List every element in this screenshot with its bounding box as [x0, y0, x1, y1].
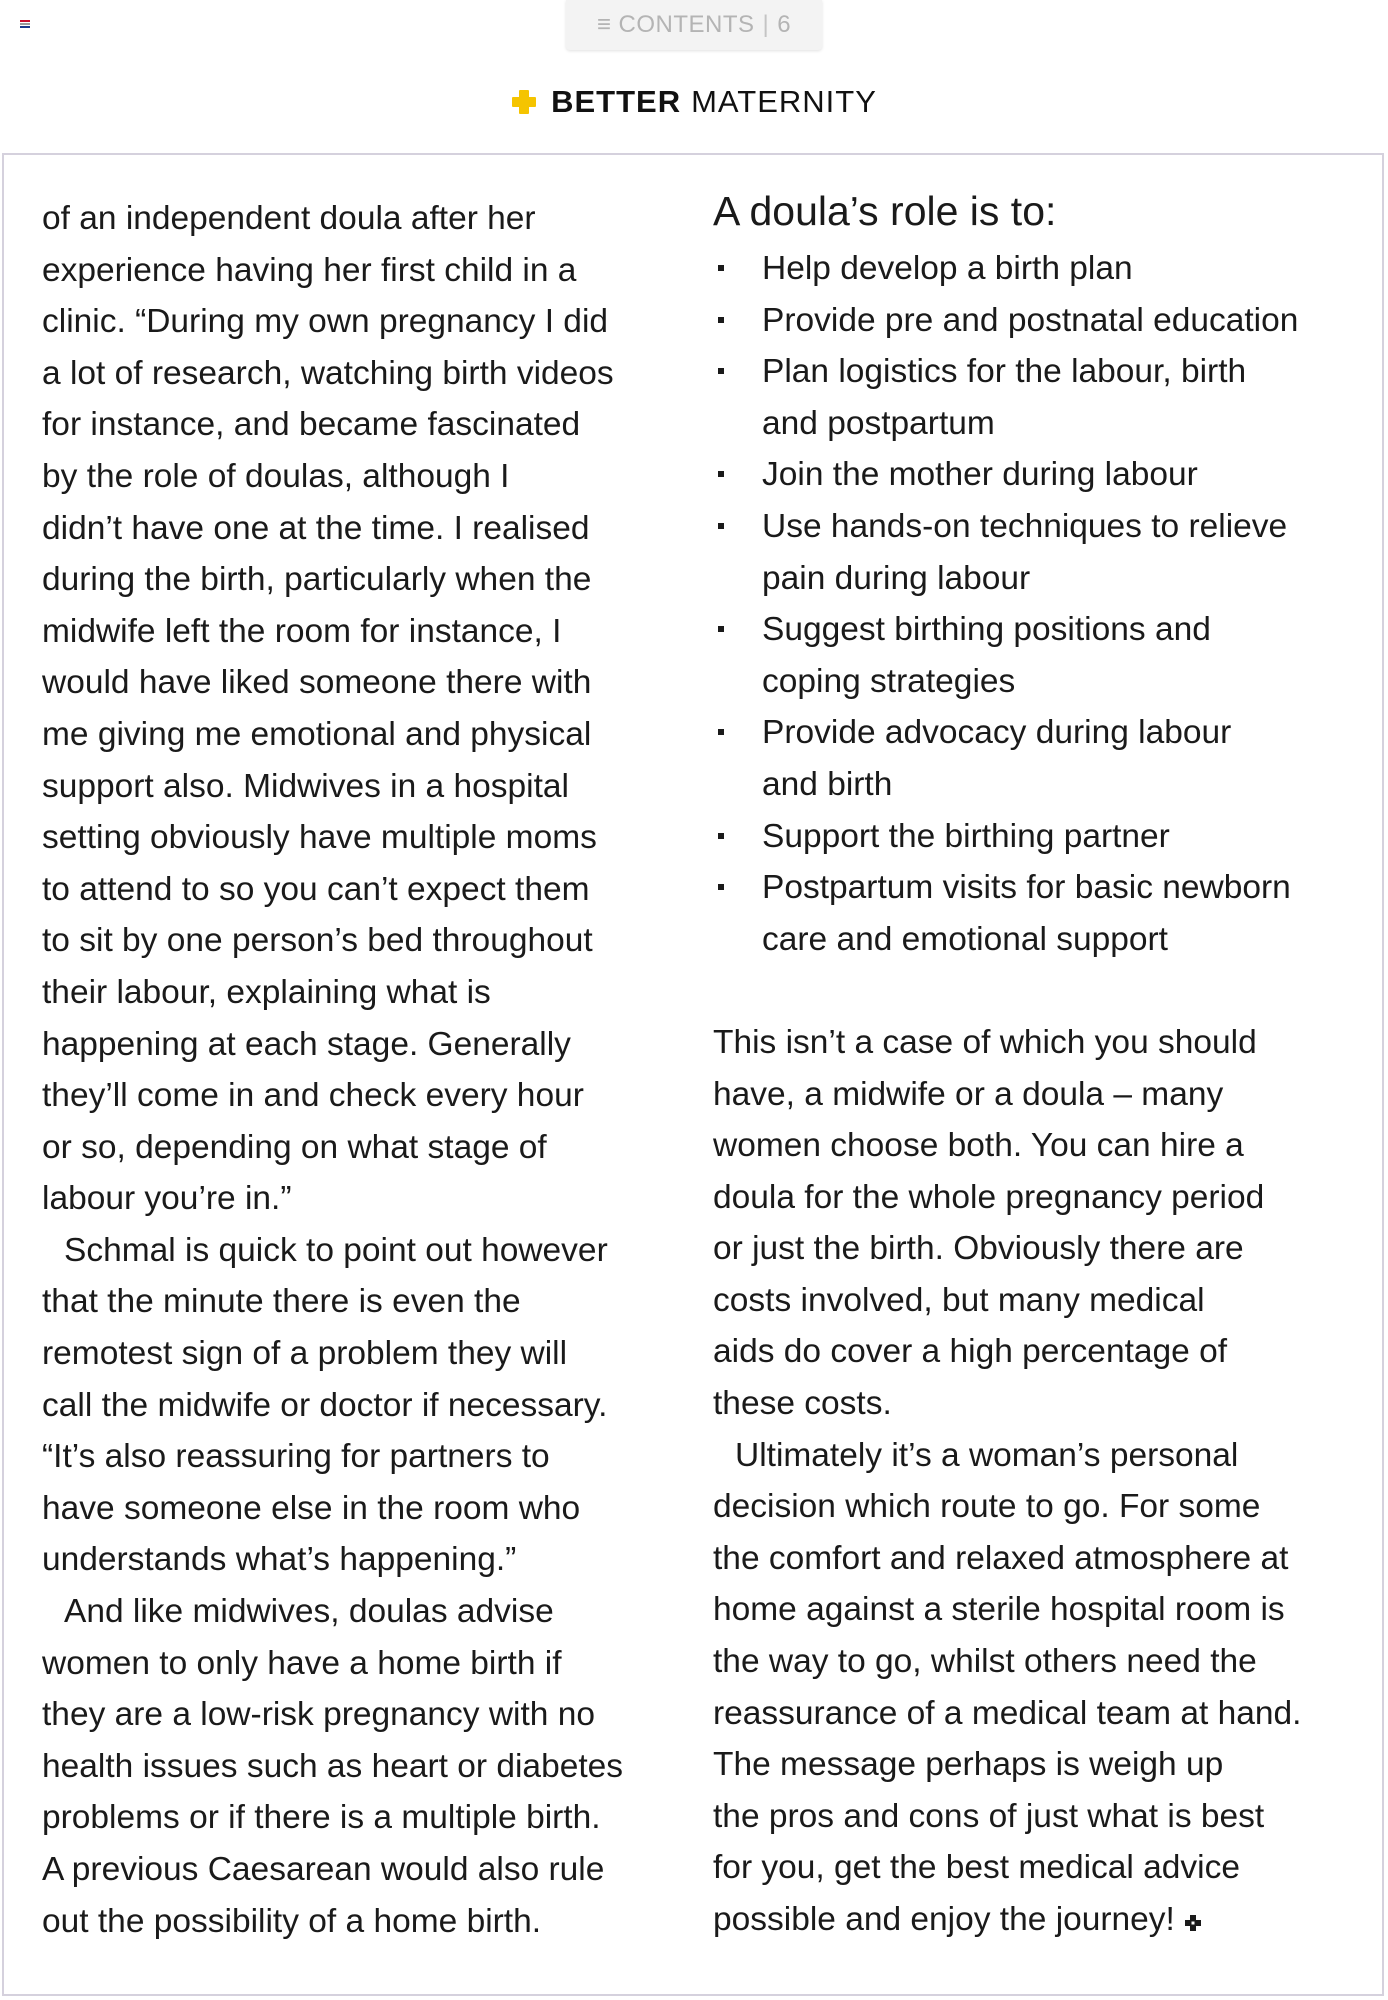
text-line: they are a low-risk pregnancy with no	[42, 1696, 596, 1734]
text-line: or so, depending on what stage of	[42, 1128, 547, 1166]
text-line: Help develop a birth plan	[762, 250, 1133, 287]
text-line: This isn’t a case of which you should	[713, 1023, 1257, 1061]
text-line: didn’t have one at the time. I realised	[42, 509, 590, 547]
left-paragraph-1	[42, 193, 682, 1225]
text-line: reassurance of a medical team at hand.	[713, 1694, 1302, 1732]
role-list-heading: A doula’s role is to:	[713, 188, 1057, 234]
text-line: Ultimately it’s a woman’s personal	[735, 1436, 1239, 1474]
left-column	[42, 193, 682, 1947]
text-line: home against a sterile hospital room is	[713, 1591, 1285, 1629]
text-line: setting obviously have multiple moms	[42, 819, 597, 857]
role-list-item	[713, 295, 1353, 347]
text-line: me giving me emotional and physical	[42, 715, 592, 753]
left-paragraph-3	[42, 1586, 682, 1947]
text-line: The message perhaps is weigh up	[713, 1746, 1224, 1784]
text-line: Provide advocacy during labour	[762, 714, 1232, 752]
spacer	[713, 965, 1353, 1017]
brand-bold: BETTER	[551, 84, 682, 119]
text-line: problems or if there is a multiple birth.	[42, 1799, 601, 1837]
bullet-icon	[718, 729, 724, 735]
text-line: Provide pre and postnatal education	[762, 301, 1299, 339]
role-list	[713, 243, 1353, 965]
role-list-item	[713, 243, 1353, 295]
text-line: possible and enjoy the journey!	[713, 1894, 1353, 1946]
text-line: Schmal is quick to point out however	[64, 1231, 608, 1269]
text-line: these costs.	[713, 1385, 892, 1423]
contents-separator: |	[762, 11, 770, 38]
text-line: health issues such as heart or diabetes	[42, 1747, 624, 1785]
role-list-item	[713, 707, 1353, 810]
text-line: the way to go, whilst others need the	[713, 1643, 1257, 1681]
role-list-item	[713, 449, 1353, 501]
text-line: decision which route to go. For some	[713, 1488, 1261, 1526]
text-line: support also. Midwives in a hospital	[42, 767, 569, 805]
bullet-icon	[718, 523, 724, 529]
right-column	[713, 183, 1353, 1946]
text-line: Support the birthing partner	[762, 817, 1170, 855]
text-line: aids do cover a high percentage of	[713, 1333, 1228, 1371]
right-paragraph-1	[713, 1017, 1353, 1430]
text-line: midwife left the room for instance, I	[42, 612, 562, 650]
left-paragraph-2	[42, 1225, 682, 1586]
right-paragraph-2	[713, 1430, 1353, 1946]
text-line: remotest sign of a problem they will	[42, 1335, 568, 1373]
bullet-icon	[718, 265, 724, 271]
text-line: women to only have a home birth if	[42, 1644, 562, 1682]
menu-icon-bar-bottom	[20, 26, 30, 28]
text-line: of an independent doula after her	[42, 200, 536, 237]
text-line: women choose both. You can hire a	[713, 1127, 1244, 1165]
text-line: A previous Caesarean would also rule	[42, 1851, 605, 1888]
text-line: the comfort and relaxed atmosphere at	[713, 1539, 1289, 1577]
bullet-icon	[718, 368, 724, 374]
text-line: or just the birth. Obviously there are	[713, 1230, 1244, 1268]
text-line: doula for the whole pregnancy period	[713, 1178, 1265, 1216]
text-line: for instance, and became fascinated	[42, 406, 581, 444]
page-number: 6	[777, 11, 792, 38]
section-title	[0, 84, 1388, 120]
text-line: And like midwives, doulas advise	[64, 1593, 554, 1631]
text-line: for you, get the best medical advice	[713, 1849, 1240, 1887]
text-line: Plan logistics for the labour, birth	[762, 353, 1247, 391]
text-line: and postpartum	[762, 404, 995, 442]
text-line: Suggest birthing positions and	[762, 611, 1211, 649]
text-line: out the possibility of a home birth.	[42, 1902, 542, 1940]
text-line: would have liked someone there with	[42, 664, 592, 702]
text-line: Postpartum visits for basic newborn	[762, 869, 1291, 907]
contents-label: ≡ CONTENTS	[596, 11, 755, 38]
text-line: Use hands-on techniques to relieve	[762, 507, 1288, 545]
text-line: coping strategies	[762, 662, 1016, 700]
brand-regular: MATERNITY	[691, 84, 877, 119]
text-line: have, a midwife or a doula – many	[713, 1075, 1224, 1113]
end-of-article-icon	[1185, 1915, 1201, 1931]
text-line: happening at each stage. Generally	[42, 1025, 571, 1063]
text-line: by the role of doulas, although I	[42, 457, 510, 495]
text-line: care and emotional support	[762, 920, 1168, 958]
role-list-item	[713, 501, 1353, 604]
text-line: “It’s also reassuring for partners to	[42, 1438, 550, 1476]
text-line: labour you’re in.”	[42, 1180, 292, 1218]
text-line: and birth	[762, 765, 893, 803]
bullet-icon	[718, 626, 724, 632]
text-line: to attend to so you can’t expect them	[42, 870, 590, 908]
text-line: the pros and cons of just what is best	[713, 1797, 1265, 1835]
role-list-item	[713, 862, 1353, 965]
plus-cross-icon	[511, 89, 537, 115]
bullet-icon	[718, 833, 724, 839]
text-line: their labour, explaining what is	[42, 973, 491, 1011]
text-line: understands what’s happening.”	[42, 1541, 517, 1579]
menu-icon[interactable]	[20, 20, 30, 28]
role-list-item	[713, 604, 1353, 707]
menu-icon-bar-top	[20, 20, 30, 22]
role-list-item	[713, 346, 1353, 449]
text-line: have someone else in the room who	[42, 1489, 581, 1527]
text-line: clinic. “During my own pregnancy I did	[42, 303, 609, 341]
contents-button[interactable]	[566, 0, 822, 50]
bullet-icon	[718, 317, 724, 323]
text-line: that the minute there is even the	[42, 1283, 521, 1321]
menu-icon-bar-middle	[20, 23, 30, 25]
bullet-icon	[718, 471, 724, 477]
text-line: Join the mother during labour	[762, 456, 1198, 494]
text-line: during the birth, particularly when the	[42, 561, 592, 599]
text-line: pain during labour	[762, 559, 1031, 597]
text-line: a lot of research, watching birth videos	[42, 354, 614, 392]
text-line: they’ll come in and check every hour	[42, 1077, 584, 1115]
role-list-item	[713, 811, 1353, 863]
text-line: to sit by one person’s bed throughout	[42, 922, 593, 960]
bullet-icon	[718, 884, 724, 890]
text-line: costs involved, but many medical	[713, 1281, 1205, 1319]
text-line: call the midwife or doctor if necessary.	[42, 1386, 608, 1424]
text-line: experience having her first child in a	[42, 251, 577, 289]
